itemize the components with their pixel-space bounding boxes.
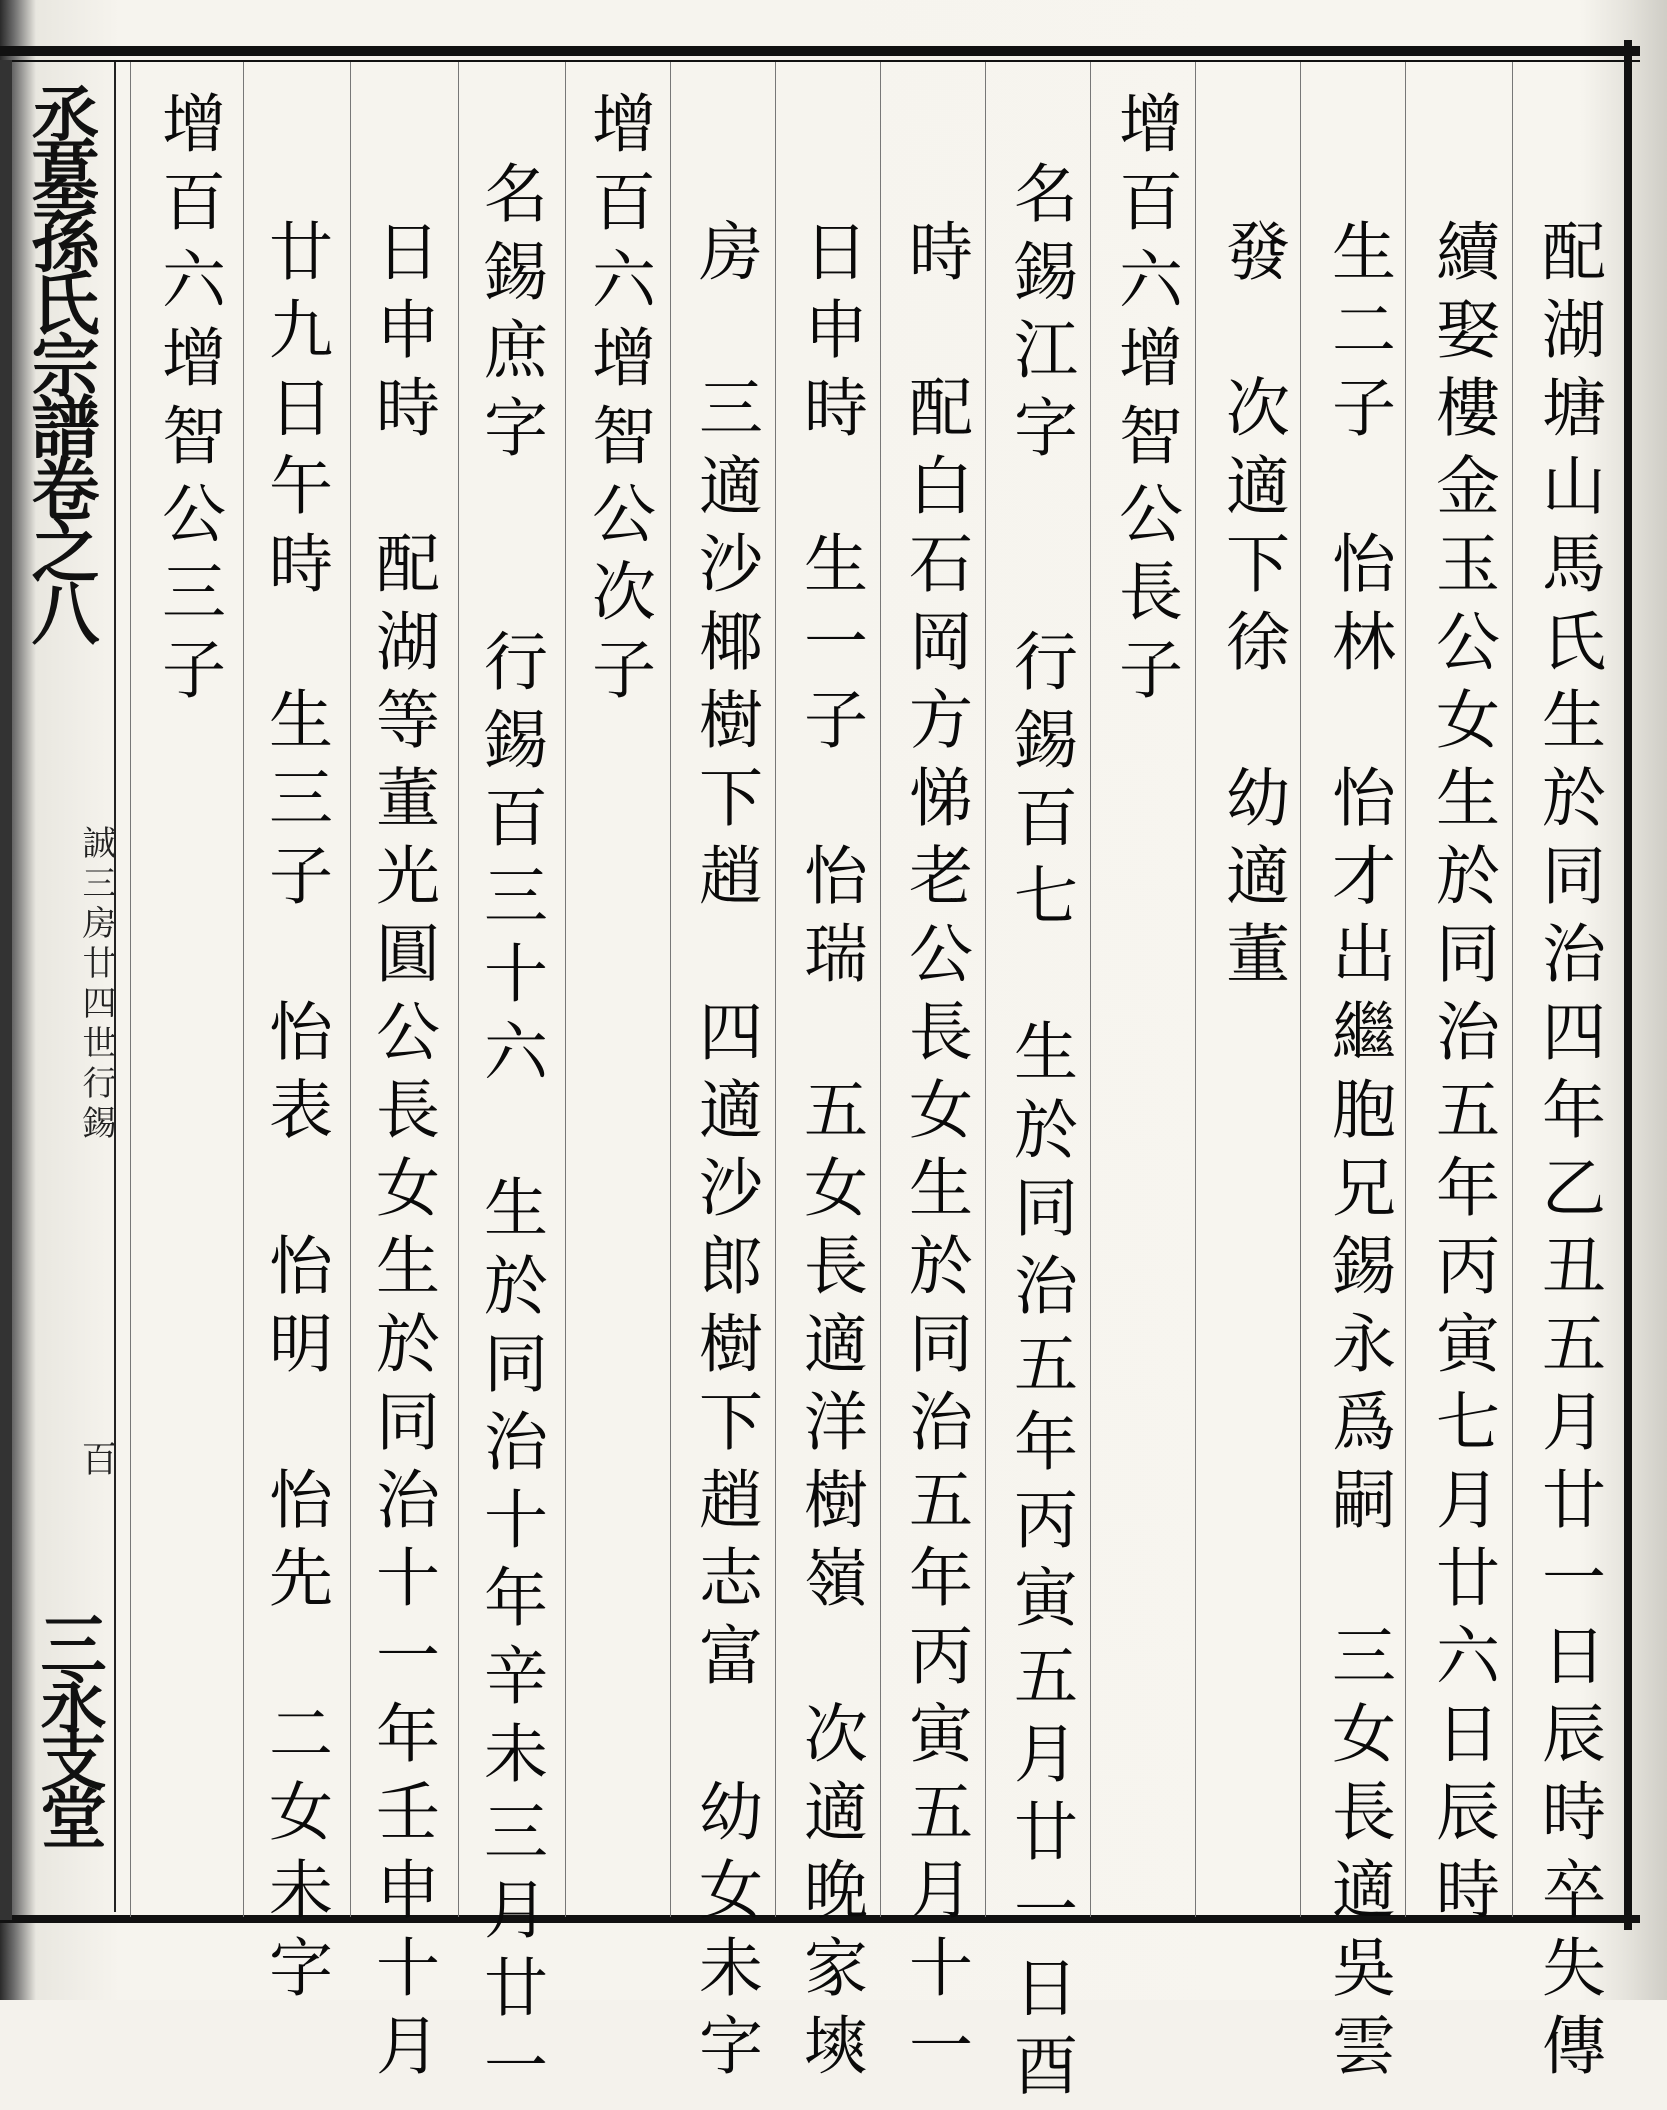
column-rule [985, 62, 986, 1917]
column-rule [1090, 62, 1091, 1917]
column-rule [1405, 62, 1406, 1917]
entry-column-13: 廿九日午時 生三子 怡表 怡明 怡先 二女未字 [258, 218, 332, 2012]
entry-column-4: 發 次適下徐 幼適董 [1215, 218, 1289, 998]
entry-heading-third: 增百六增智公三子 [151, 90, 225, 714]
column-rule [350, 62, 351, 1917]
spine-title: 丞墓孫氏宗譜卷之八 [20, 82, 100, 640]
column-rule [243, 62, 244, 1917]
entry-column-2: 續娶樓金玉公女生於同治五年丙寅七月廿六日辰時 [1425, 218, 1499, 1934]
column-rule [775, 62, 776, 1917]
column-rule [458, 62, 459, 1917]
column-rule [880, 62, 881, 1917]
entry-column-7: 時 配白石岡方悌老公長女生於同治五年丙寅五月十一 [898, 218, 972, 2090]
spine-hall-name: 三永支堂 [29, 1610, 107, 1842]
top-border [0, 46, 1640, 56]
spine-page-mark: 百 [76, 1440, 117, 1476]
spine-subtitle: 誠三房廿四世行錫 [76, 825, 116, 1145]
column-rule [1512, 62, 1513, 1917]
column-rule [130, 62, 131, 1917]
entry-column-1: 配湖塘山馬氏生於同治四年乙丑五月廿一日辰時卒失傳 [1531, 218, 1605, 2090]
entry-heading-second: 增百六增智公次子 [581, 90, 655, 714]
binding-edge [0, 60, 12, 1920]
entry-column-12: 日申時 配湖等董光圓公長女生於同治十一年壬申十月 [365, 218, 439, 2090]
column-rule [565, 62, 566, 1917]
entry-column-6: 名錫江字 行錫百七 生於同治五年丙寅五月廿一日酉 [1003, 160, 1077, 2110]
entry-column-8: 日申時 生一子 怡瑞 五女長適洋樹嶺 次適晚家塽 [793, 218, 867, 2090]
column-rule [1195, 62, 1196, 1917]
entry-column-9: 房 三適沙椰樹下趙 四適沙郎樹下趙志富 幼女未字 [688, 218, 762, 2090]
top-border-inner [0, 60, 1640, 62]
column-rule [1300, 62, 1301, 1917]
column-rule [670, 62, 671, 1917]
entry-column-11: 名錫庶字 行錫百三十六 生於同治十年辛未三月廿一 [473, 160, 547, 2110]
right-border [1624, 40, 1632, 1930]
entry-column-3: 生二子 怡林 怡才出繼胞兄錫永爲嗣 三女長適吳雲 [1321, 218, 1395, 2090]
entry-heading-eldest: 增百六增智公長子 [1108, 90, 1182, 714]
